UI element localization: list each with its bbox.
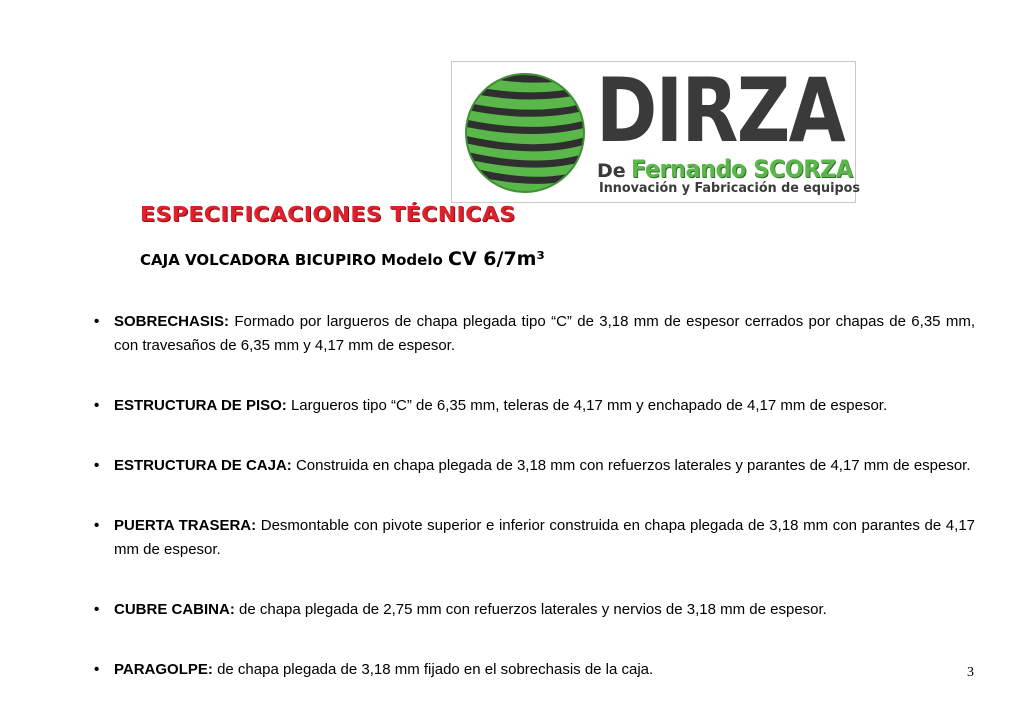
bullet-icon: • bbox=[94, 313, 100, 330]
spec-text: Formado por largueros de chapa plegada tipo “C” de 3,18 mm de espesor cerrados por chapas de 6,35 mm, con travesaños de 6,35 mm y 4,17 mm de espesor. bbox=[114, 313, 975, 354]
spec-text: de chapa plegada de 2,75 mm con refuerzos laterales y nervios de 3,18 mm de espesor. bbox=[234, 601, 827, 618]
spec-text: de chapa plegada de 3,18 mm fijado en el sobrechasis de la caja. bbox=[212, 661, 654, 678]
logo-owner-name: Fernando SCORZA bbox=[631, 155, 853, 183]
spec-label: PARAGOLPE: bbox=[114, 661, 213, 678]
spec-item-sobrechasis bbox=[90, 310, 975, 358]
bullet-icon: • bbox=[94, 517, 100, 534]
spec-item-estructura-piso bbox=[90, 394, 975, 418]
spec-text: Largueros tipo “C” de 6,35 mm, teleras de 4,17 mm y enchapado de 4,17 mm de espesor. bbox=[286, 397, 888, 414]
bullet-icon: • bbox=[94, 661, 100, 678]
spec-item-cubre-cabina bbox=[90, 598, 975, 622]
company-logo bbox=[451, 59, 860, 203]
model-heading bbox=[140, 248, 545, 270]
spec-list bbox=[90, 310, 975, 718]
spec-label: CUBRE CABINA: bbox=[114, 601, 235, 618]
spec-item-estructura-caja bbox=[90, 454, 975, 478]
bullet-icon: • bbox=[94, 457, 100, 474]
model-prefix: CAJA VOLCADORA BICUPIRO Modelo bbox=[140, 251, 443, 269]
bullet-icon: • bbox=[94, 601, 100, 618]
spec-text: Desmontable con pivote superior e inferior construida en chapa plegada de 3,18 mm con parantes de 4,17 mm de espesor. bbox=[114, 517, 976, 558]
logo-tagline: Innovación y Fabricación de equipos bbox=[599, 181, 860, 196]
striped-globe-icon bbox=[464, 72, 586, 194]
logo-brand-text: DIRZA bbox=[596, 59, 845, 162]
document-title: ESPECIFICACIONES TÉCNICAS bbox=[140, 202, 516, 226]
spec-label: SOBRECHASIS: bbox=[114, 313, 230, 330]
model-code: CV 6/7m³ bbox=[448, 248, 545, 270]
bullet-icon: • bbox=[94, 397, 100, 414]
spec-label: ESTRUCTURA DE PISO: bbox=[114, 397, 287, 414]
spec-label: ESTRUCTURA DE CAJA: bbox=[114, 457, 292, 474]
spec-item-paragolpe bbox=[90, 658, 975, 682]
spec-label: PUERTA TRASERA: bbox=[114, 517, 257, 534]
spec-item-puerta-trasera bbox=[90, 514, 975, 562]
spec-text: Construida en chapa plegada de 3,18 mm con refuerzos laterales y parantes de 4,17 mm de espesor. bbox=[291, 457, 971, 474]
logo-prefix: De bbox=[597, 160, 626, 182]
page-number: 3 bbox=[967, 665, 974, 680]
